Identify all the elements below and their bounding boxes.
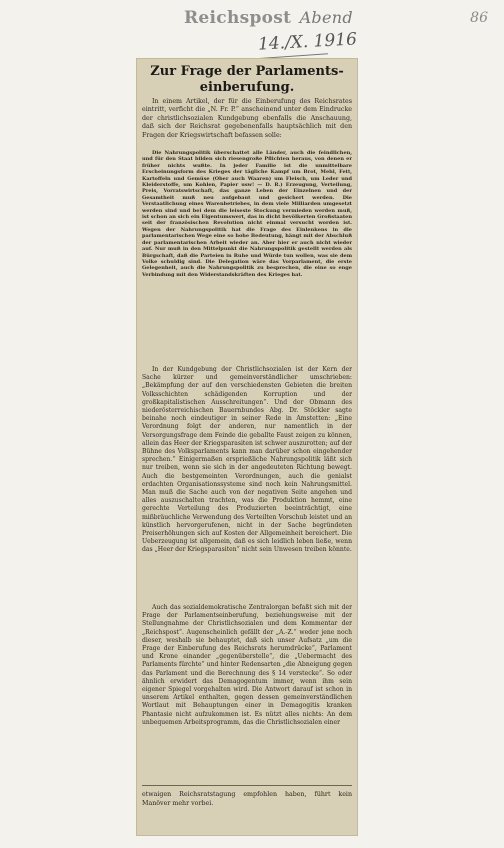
article-paragraph: Auch das sozialdemokratische Zentralorgan befaßt sich mit der Frage der Parlamentseinberufung, beziehungsweise mit der Stellungnahme der Christlichsozialen und dem Kommentar der „Reichspost“. Augenscheinlich gefällt der „A.-Z.“ weder jene noch dieser, weshalb sie behauptet, daß sich unser Aufsatz „um die Frage der Einberufung des Reichsrats herumdrücke“, Parlament und Krone einander „gegenüberstelle“, die „Uebermacht des Parlaments fürchte“ und hinter Redensarten „die Abneigung gegen das Parlament und die Berechnung des § 14 verstecke“. So oder ähnlich erwidert das Demagogentum immer, wenn ihm sein eigener Spiegel vorgehalten wird. Die Antwort darauf ist schon in unserem Artikel enthalten, gegen dessen gemeinverständlichen Wortlaut mit Behauptungen einer in Demagogitis kranken Phantasie nicht aufzukommen ist. Es nützt alles nichts: An dem unbequemen Arbeitsprogramm, das die Christlichsozialen einer (142, 604, 352, 726)
handwritten-date: 14./X. 1916 (257, 29, 358, 55)
column-separator (142, 785, 352, 786)
newspaper-name: Reichspost (184, 8, 292, 28)
handwritten-edition: Abend (299, 8, 353, 27)
article-paragraph: etwaigen Reichsratstagung empfohlen haben, führt kein Manöver mehr vorbei. (142, 791, 352, 807)
article-paragraph: In der Kundgebung der Christlichsozialen ist der Kern der Sache kürzer und gemeinverständlicher umschrieben: „Bekämpfung der auf den verschiedensten Gebieten die breiten Volksschichten schädigenden Korruption und der großkapitalistischen Ausschreitungen“. Und der Obmann des niederösterreichischen Bauernbundes Abg. Dr. Stöckler sagte beinahe noch eindeutiger in seiner Rede in Amstetten: „Eine Verordnung folgt der anderen, nur namentlich in der Versorgungsfrage dem Feinde die geballte Faust zeigen zu können, allein das Heer der Kriegsparasiten ist schwer auszurotten; auf der Bühne des Volksparlaments kann man darüber schon eingehender sprechen.“ Einigermaßen ersprießliche Nahrungspolitik läßt sich nur treiben, wenn sie sich in der angedeuteten Richtung bewegt. Auch die bestgemeinten Verordnungen, auch die genialst erdachten Organisationssysteme sind noch kein Nahrungsmittel. Man muß die Sache auch von der negativen Seite angehen und alles auszuschalten trachten, was die Produktion hemmt, eine gerechte Verteilung des Produzierten beeinträchtigt, eine mißbräuchliche Verwendung des Verteilten Vorschub leistet und an künstlich hervorgerufenen, nicht in der Sache begründeten Preiserhöhungen sich auf Kosten der Allgemeinheit bereichert. Die Ueberzeugung ist allgemein, daß es sich leidlich leben ließe, wenn das „Heer der Kriegsparasiten“ nicht sein Unwesen treiben könnte. (142, 366, 352, 554)
masthead (184, 8, 353, 28)
article-intro: In einem Artikel, der für die Einberufung des Reichsrates eintritt, verficht die „N. Fr. P.“ anscheinend unter dem Eindrucke der christlichsozialen Kundgebung ebenfalls die Anschauung, daß sich der Reichsrat gegebenenfalls hauptsächlich mit den Fragen der Kriegswirtschaft befassen solle: (142, 98, 352, 139)
page-number: 86 (470, 10, 488, 26)
article-quote: Die Nahrungspolitik überschattet alle Länder, auch die feindlichen, und für den Staat bilden sich riesengroße Pflichten heraus, von denen er früher nichts wußte. In jeder Familie ist die unmittelbare Erscheinungsform des Krieges der tägliche Kampf um Brot, Mehl, Fett, Kartoffeln und Gemüse (Ober auch Waaren) um Fleisch, um Leder und Kleiderstoffe, um Kohlen, Papier usw! — D. R.) Erzeugung, Verteilung, Preis, Vorratswirtschaft, das ganze Leben der Einzelnen und der Gesamtheit muß neu aufgebaut und gesichert werden. Die Verstaatlichung eines Warenbetriebes, in dem viele Milliarden umgesetzt werden sind und bei dem die leiseste Stockung vermieden werden muß, ist schon an sich ein Eigentumswert, das in dicht bevölkerten Großstaaten seit der französischen Revolution nicht einmal versucht worden ist. Wegen der Nahrungspolitik hat die Frage des Einlenkens in die parlamentarischen Wege eine so hohe Bedeutung, hängt mit der Abschluß der parlamentarischen Arbeit wieder an. Aber hier er auch nicht wieder auf. Nur muß in den Mittelpunkt die Nahrungspolitik gestellt werden als Bürgschaft, daß die Parteien in Ruhe und Würde tun wollen, was sie dem Volke schuldig sind. Die Delegation wäre das Vorparlament, die erste Gelegenheit, auch die Nahrungspolitik zu besprechen, die eine so enge Verbindung mit den Widerstandskräften des Krieges hat. (142, 150, 352, 278)
article-title: Zur Frage der Parlaments-einberufung. (150, 64, 344, 95)
